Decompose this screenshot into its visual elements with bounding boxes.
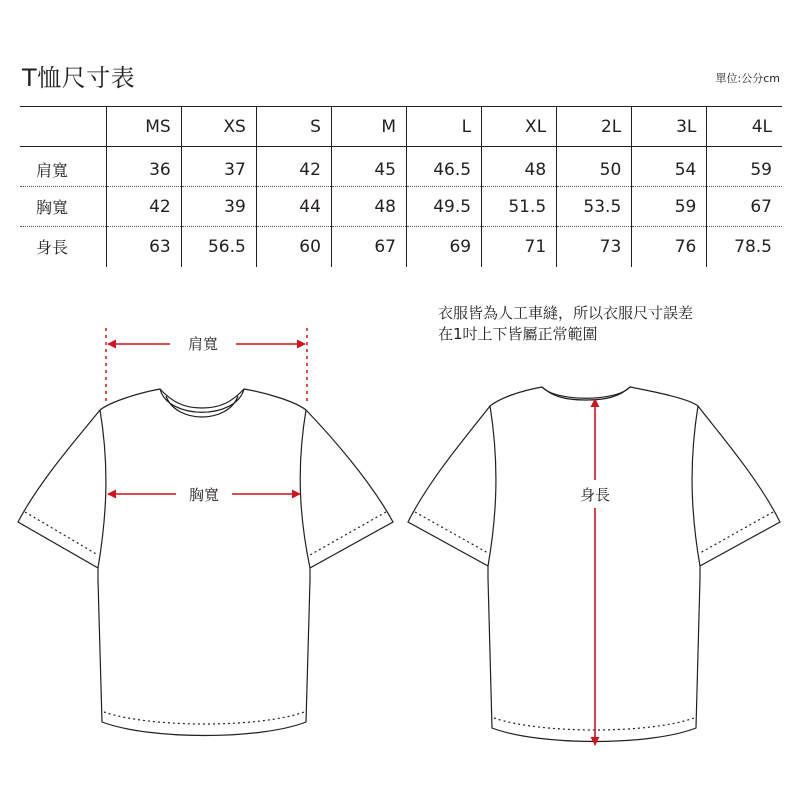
chest-width-marker [108,486,300,504]
table-cell: 42 [106,187,181,227]
table-cell: 36 [106,147,181,187]
table-header-cell: L [406,107,481,147]
front-armhole-right [300,410,310,568]
table-cell: 50 [557,147,632,187]
front-body-outline [18,389,393,736]
table-header-cell: 4L [707,107,782,147]
table-row [20,227,782,267]
table-header-row [20,107,782,147]
front-tshirt [18,389,393,736]
table-row [20,187,782,227]
front-body-hem [104,712,304,724]
table-header-cell: M [331,107,406,147]
front-sleeve-hem-right [310,512,386,555]
table-cell: 56.5 [181,227,256,267]
back-armhole-right [692,406,700,566]
page-title: T恤尺寸表 [22,64,136,92]
table-cell: 54 [632,147,707,187]
back-tshirt [408,387,780,742]
table-cell: 71 [482,227,557,267]
table-cell: 42 [256,147,331,187]
size-table [20,106,782,267]
back-body-hem [494,718,694,730]
table-cell: 49.5 [406,187,481,227]
table-header-cell: XS [181,107,256,147]
row-label: 胸寬 [20,187,106,227]
table-cell: 76 [632,227,707,267]
table-cell: 48 [482,147,557,187]
table-header-cell: S [256,107,331,147]
table-cell: 48 [331,187,406,227]
table-cell: 63 [106,227,181,267]
table-cell: 67 [707,187,782,227]
table-cell: 46.5 [406,147,481,187]
back-neckline [542,387,630,398]
note-line: 在1吋上下皆屬正常範圍 [438,325,598,343]
chest-width-label: 胸寬 [188,486,220,504]
front-armhole-left [98,410,106,568]
table-cell: 67 [331,227,406,267]
front-sleeve-hem-left [25,512,98,555]
back-armhole-left [488,406,496,566]
table-cell: 39 [181,187,256,227]
shoulder-width-label: 肩寬 [187,335,219,353]
table-header-cell: XL [482,107,557,147]
table-cell: 44 [256,187,331,227]
back-body-outline [408,387,780,742]
row-label: 肩寬 [20,147,106,187]
table-header-corner [20,107,106,147]
row-label: 身長 [36,238,69,258]
table-row [20,147,782,187]
table-cell: 37 [181,147,256,187]
table-cell: 51.5 [482,187,557,227]
body-length-marker [580,399,610,745]
table-cell: 73 [557,227,632,267]
table-cell: 53.5 [557,187,632,227]
body-length-label: 身長 [579,486,611,504]
front-neckline [160,389,244,417]
tshirt-measurement-diagram [0,320,800,800]
table-cell: 69 [406,227,481,267]
table-header-cell: MS [106,107,181,147]
table-header-cell: 3L [632,107,707,147]
unit-label: 單位:公分cm [715,72,780,85]
table-header-cell: 2L [557,107,632,147]
shoulder-width-marker [106,328,307,405]
note-line: 衣服皆為人工車縫，所以衣服尺寸誤差 [438,304,694,322]
table-cell: 60 [256,227,331,267]
table-cell: 59 [632,187,707,227]
table-cell: 45 [331,147,406,187]
table-cell: 59 [707,147,782,187]
table-cell: 78.5 [707,227,782,267]
